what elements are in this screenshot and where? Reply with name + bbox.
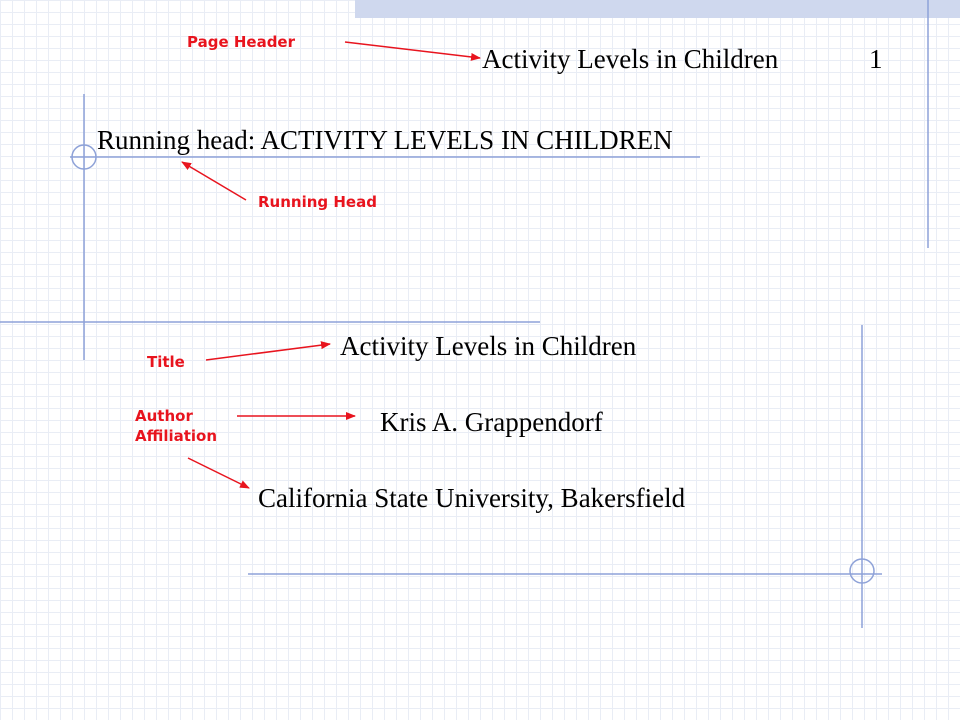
arrow-running-head bbox=[182, 162, 246, 200]
document-title: Activity Levels in Children bbox=[340, 331, 637, 361]
affiliation-text: California State University, Bakersfield bbox=[258, 483, 686, 513]
callout-author-line: Author bbox=[135, 407, 193, 425]
callout-title: Title bbox=[147, 353, 185, 371]
page-header-text: Activity Levels in Children bbox=[482, 44, 779, 74]
arrow-affiliation bbox=[188, 458, 249, 488]
author-name: Kris A. Grappendorf bbox=[380, 407, 603, 437]
arrow-page-header bbox=[345, 42, 480, 58]
callout-page-header: Page Header bbox=[187, 33, 296, 51]
callout-affiliation-line: Affiliation bbox=[135, 426, 218, 445]
arrow-title bbox=[206, 344, 330, 360]
page-number: 1 bbox=[869, 44, 883, 74]
running-head: Running head: ACTIVITY LEVELS IN CHILDREN bbox=[97, 125, 673, 155]
callout-running-head: Running Head bbox=[258, 193, 377, 211]
